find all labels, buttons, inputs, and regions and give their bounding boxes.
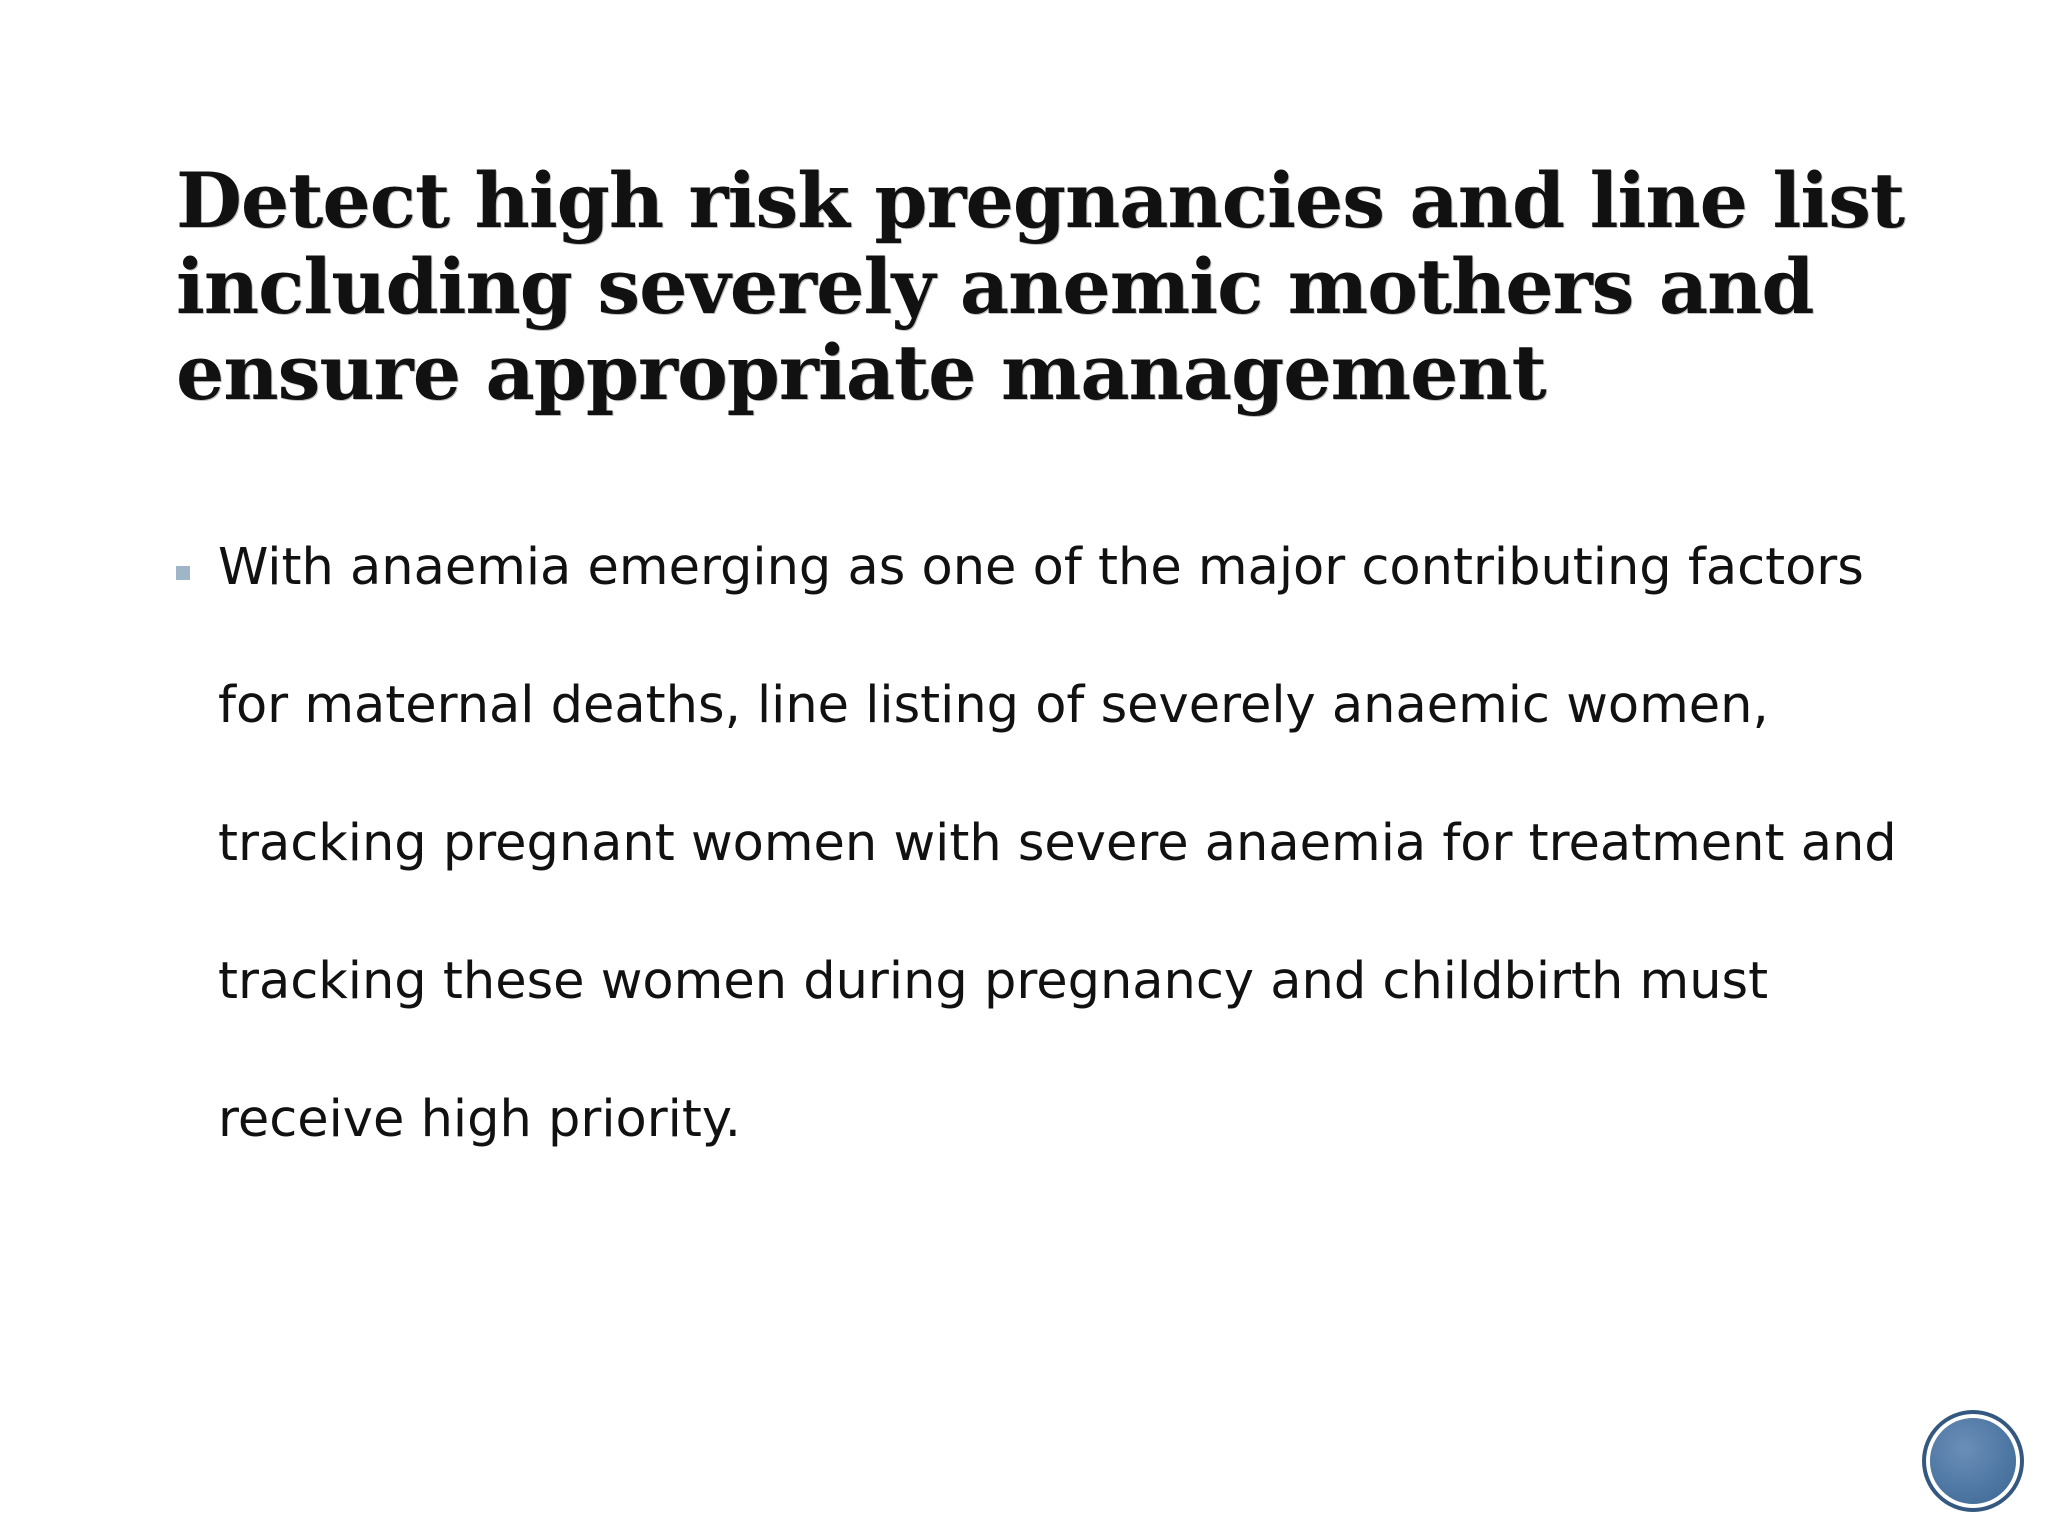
square-bullet-icon: [176, 566, 190, 580]
circle-button-icon[interactable]: [1930, 1418, 2016, 1504]
bullet-item: [176, 530, 1936, 1189]
bullet-text: With anaemia emerging as one of the major contributing factors for maternal deaths, line listing of severely anaemic women, tracking pregnant women with severe anaemia for treatment and tracking these women during pregnancy and childbirth must receive high priority.: [218, 538, 1897, 1149]
slide-body: [176, 530, 1936, 1189]
slide-title: Detect high risk pregnancies and line list including severely anemic mothers and ensure appropriate management: [176, 156, 1905, 417]
